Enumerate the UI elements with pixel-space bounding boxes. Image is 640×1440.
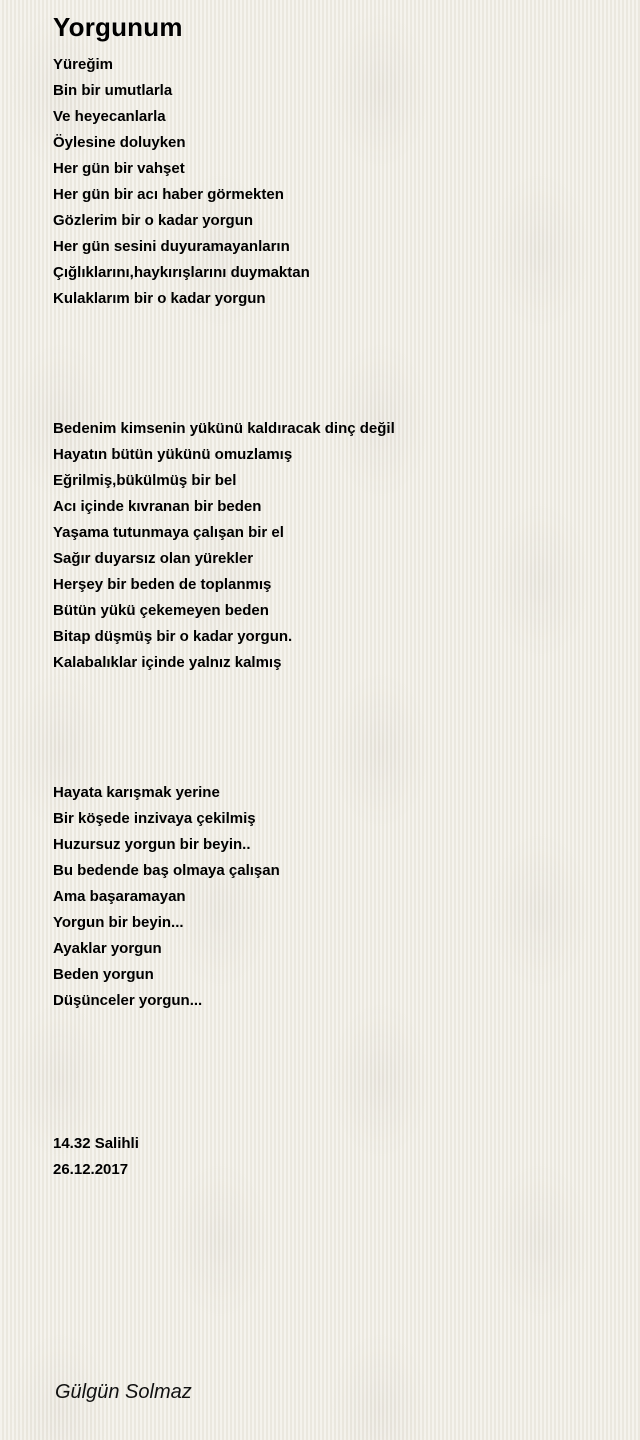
poem-line: Öylesine doluyken [53, 134, 186, 151]
poem-line: Kulaklarım bir o kadar yorgun [53, 290, 266, 307]
poem-line: Acı içinde kıvranan bir beden [53, 498, 262, 515]
poem-line: Eğrilmiş,bükülmüş bir bel [53, 472, 237, 489]
poem-line: Yaşama tutunmaya çalışan bir el [53, 524, 284, 541]
poem-footer [53, 1131, 139, 1183]
author-name: Gülgün Solmaz [55, 1381, 192, 1403]
poem-line: Hayata karışmak yerine [53, 784, 220, 801]
poem-line: Hayatın bütün yükünü omuzlamış [53, 446, 293, 463]
stanza-3 [53, 780, 613, 1014]
poem-line: Ve heyecanlarla [53, 108, 166, 125]
poem-line: Bir köşede inzivaya çekilmiş [53, 810, 256, 827]
poem-line: Yorgun bir beyin... [53, 914, 184, 931]
stanza-gap [53, 676, 613, 780]
poem-line: Bedenim kimsenin yükünü kaldıracak dinç değil [53, 420, 395, 437]
poem-date: 26.12.2017 [53, 1161, 129, 1178]
poem-line: Ayaklar yorgun [53, 940, 162, 957]
poem-line: Ama başaramayan [53, 888, 186, 905]
poem-line: Düşünceler yorgun... [53, 992, 203, 1009]
poem-line: Sağır duyarsız olan yürekler [53, 550, 254, 567]
poem-line: Kalabalıklar içinde yalnız kalmış [53, 654, 282, 671]
poem-line: Çığlıklarını,haykırışlarını duymaktan [53, 264, 310, 281]
stanza-1 [53, 52, 613, 312]
poem-line: Bitap düşmüş bir o kadar yorgun. [53, 628, 293, 645]
poem-line: Gözlerim bir o kadar yorgun [53, 212, 254, 229]
poem-line: Yüreğim [53, 56, 114, 73]
poem-line: Her gün bir vahşet [53, 160, 185, 177]
poem-line: Her gün sesini duyuramayanların [53, 238, 290, 255]
poem-line: Bu bedende baş olmaya çalışan [53, 862, 280, 879]
stanza-gap [53, 312, 613, 416]
poem-line: Beden yorgun [53, 966, 154, 983]
place-time: 14.32 Salihli [53, 1135, 139, 1152]
poem-line: Herşey bir beden de toplanmış [53, 576, 272, 593]
stanza-2 [53, 416, 613, 676]
poem-line: Bin bir umutlarla [53, 82, 173, 99]
poem-body [53, 52, 613, 1014]
poem-line: Bütün yükü çekemeyen beden [53, 602, 269, 619]
poem-line: Her gün bir acı haber görmekten [53, 186, 284, 203]
poem-line: Huzursuz yorgun bir beyin.. [53, 836, 251, 853]
poem-title: Yorgunum [53, 12, 183, 42]
